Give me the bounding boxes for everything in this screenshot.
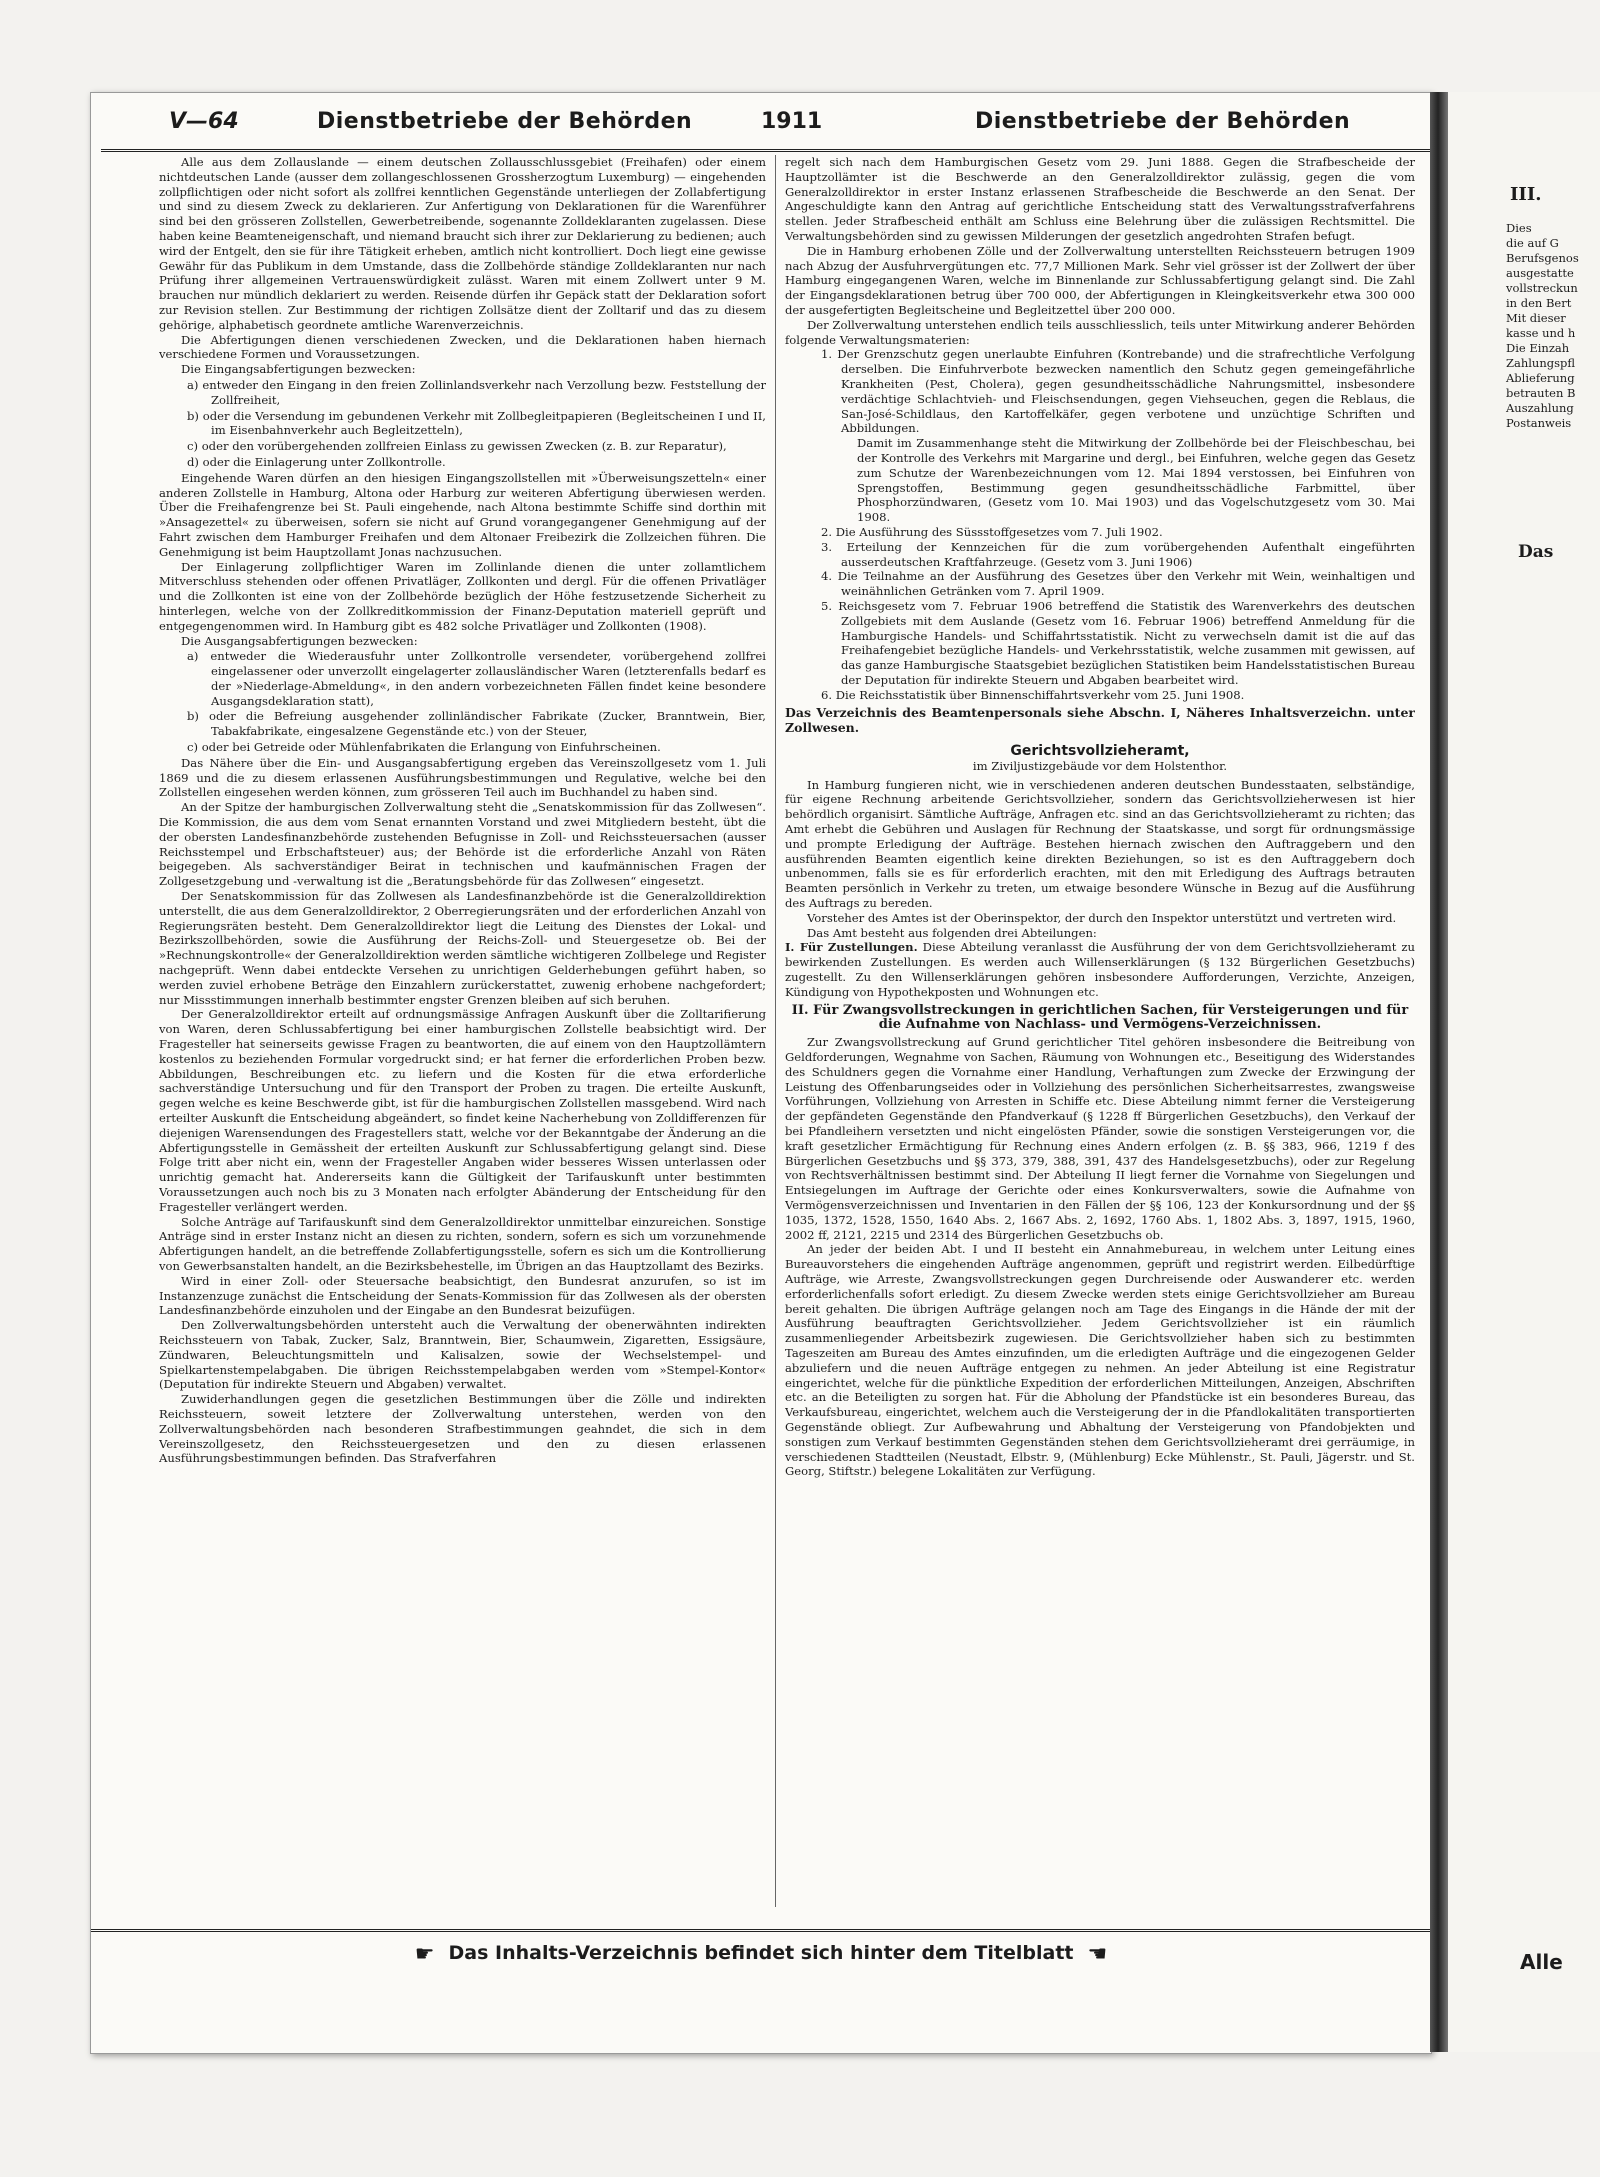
fragment-line: Mit dieser bbox=[1506, 311, 1566, 325]
book-gutter bbox=[1430, 92, 1448, 2052]
pointing-hand-icon: ☚ bbox=[1087, 1942, 1108, 1967]
paragraph: Vorsteher des Amtes ist der Oberinspektor, der durch den Inspektor unterstützt und vertreten wird. bbox=[807, 910, 1397, 925]
year: 1911 bbox=[761, 109, 823, 134]
paragraph: Der Senatskommission für das Zollwesen als Landesfinanzbehörde ist die Generalzolldirektion unterstellt, die aus dem Generalzolldirektor, 2 Oberregierungsräten und der erforderlichen Anzahl von Regierungsräten besteht. Dem Generalzolldirektor liegt die Leitung des Dienstes der Lokal- und Bezirkszollbehörden, sowie die Ausführung der Reichs-Zoll- und Steuergesetze ob. Bei der »Rechnungskontrolle« der Generalzolldirektion werden sämtliche wichtigeren Zollbelege und Register nachgeprüft. Wenn dabei entdeckte Versehen zu unrichtigen Gelderhebungen geführt haben, so werden zuviel erhobene Beträge den Einzahlern zurückerstattet, zuwenig erhobene nachgefordert; nur Missstimmungen innerhalb bestimmter engster Grenzen bleiben auf sich beruhen. bbox=[159, 889, 766, 1007]
list-item: 6. Die Reichsstatistik über Binnenschiffahrtsverkehr vom 25. Juni 1908. bbox=[821, 687, 1245, 702]
fragment-line: kasse und h bbox=[1506, 326, 1576, 340]
paragraph: Solche Anträge auf Tarifauskunft sind dem Generalzolldirektor unmittelbar einzureichen. Sonstige Anträge sind in erster Instanz nicht an diesen zu richten, sondern, sofern es sich um vorzunehmende Abfertigungen handelt, an die betreffende Zollabfertigungsstelle, sofern es sich um die Kontrollierung von Gewerbsanstalten handelt, an die Bezirksbehestelle, im Übrigen an das Hauptzollamt des Bezirks. bbox=[159, 1214, 766, 1273]
fragment-line: Dies bbox=[1506, 221, 1532, 235]
section-number: III. bbox=[1510, 184, 1542, 205]
fragment-line: Auszahlung bbox=[1506, 401, 1574, 415]
fragment-footer: Alle bbox=[1520, 1950, 1563, 1974]
section-subtitle: im Ziviljustizgebäude vor dem Holstenthor. bbox=[972, 758, 1228, 773]
left-column bbox=[159, 155, 766, 1910]
paragraph: Eingehende Waren dürfen an den hiesigen Eingangszollstellen mit »Überweisungszetteln« einer anderen Zollstelle in Hamburg, Altona oder Harburg zur weiteren Abfertigung überwiesen werden. Über die Freihafengrenze bei St. Pauli eingehende, nach Altona bestimmte Schiffe sind dorthin mit »Ansagezettel« zu überweisen, sofern sie nicht auf Grund vorangegangener Genehmigung auf der Fahrt zwischen dem Hamburger Freihafen und dem Altonaer Freibezirk die Zollzeichen führen. Die Genehmigung ist beim Hauptzollamt Jonas nachzusuchen. bbox=[159, 470, 766, 559]
list-item: b) oder die Befreiung ausgehender zollinländischer Fabrikate (Zucker, Branntwein, Bier, Tabakfabrikate, eingesalzene Gegenstände etc.) von der Steuer, bbox=[187, 709, 766, 739]
footer-notice bbox=[401, 1942, 1121, 1967]
left-running-title: Dienstbetriebe der Behörden bbox=[317, 109, 693, 134]
paragraph: Die Ausgangsabfertigungen bezwecken: bbox=[181, 633, 418, 648]
fragment-line: die auf G bbox=[1506, 236, 1559, 250]
fragment-line: in den Bert bbox=[1506, 296, 1572, 310]
paragraph: Wird in einer Zoll- oder Steuersache beabsichtigt, den Bundesrat anzurufen, so ist im Instanzenzuge zunächst die Entscheidung der Senats-Kommission für das Zollwesen als der obersten Landesfinanzbehörde einzuholen und der Eingabe an den Bundesrat beizufügen. bbox=[159, 1273, 766, 1318]
list-item: 4. Die Teilnahme an der Ausführung des Gesetzes über den Verkehr mit Wein, weinhaltigen und weinähnlichen Getränken vom 7. April 1909. bbox=[821, 569, 1415, 599]
fragment-line: Berufsgenos bbox=[1506, 251, 1579, 265]
list-item: 2. Die Ausführung des Süssstoffgesetzes vom 7. Juli 1902. bbox=[821, 524, 1163, 539]
fragment-line: Zahlungspfl bbox=[1506, 356, 1576, 370]
department-title: II. Für Zwangsvollstreckungen in gerichtlichen Sachen, für Versteigerungen und für die Aufnahme von Nachlass- und Vermögens-Verzeichnissen. bbox=[791, 1002, 1409, 1033]
department-title: I. Für Zustellungen. bbox=[785, 940, 918, 955]
paragraph: An der Spitze der hamburgischen Zollverwaltung steht die „Senatskommission für das Zollwesen“. Die Kommission, die aus dem vom Senat ernannten Vorstand und zwei Mitgliedern besteht, übt die der obersten Landesfinanzbehörde zustehenden Befugnisse in Zoll- und Reichssteuersachen (ausser Reichsstempel und Erbschaftsteuer) aus; der Behörde ist die erforderliche Anzahl von Räten beigegeben. Als sachverständiger Beirat in technischen und kaufmännischen Fragen der Zollgesetzgebung und -verwaltung ist die „Beratungsbehörde für das Zollwesen“ eingesetzt. bbox=[159, 800, 766, 889]
paragraph: An jeder der beiden Abt. I und II besteht ein Annahmebureau, in welchem unter Leitung eines Bureauvorstehers die eingehenden Aufträge angenommen, geprüft und registrirt werden. Eilbedürftige Aufträge, wie Arreste, Zwangsvollstreckungen gegen Durchreisende oder Auswanderer etc. werden erforderlichenfalls sofort erledigt. Zu diesem Zwecke werden stets einige Gerichtsvollzieher am Bureau bereit gehalten. Die übrigen Aufträge gelangen noch am Tage des Eingangs in die Hände der mit der Ausführung beauftragten Gerichtsvollzieher. Jedem Gerichtsvollzieher ist ein räumlich zusammenliegender Arbeitsbezirk zugewiesen. Die Gerichtsvollzieher haben sich zu bestimmten Tageszeiten am Bureau des Amtes einzufinden, um die erledigten Aufträge und die eingezogenen Gelder abzuliefern und die neuen Aufträge entgegen zu nehmen. An jeder Abteilung ist eine Registratur eingerichtet, welche für die pünktliche Expedition der erforderlichen Mitteilungen, Anzeigen, Abschriften etc. an die Beteiligten zu sorgen hat. Für die Abholung der Pfandstücke ist ein besonderes Bureau, das Verkaufsbureau, eingerichtet, welchem auch die Versteigerung der in die Pfandlokalitäten transportierten Gegenstände obliegt. Zur Aufbewahrung und Abhaltung der Versteigerung von Pfandobjekten und sonstigen zum Verkauf bestimmten Gegenständen stehen dem Gerichtsvollzieheramt drei gerräumige, in verschiedenen Stadtteilen (Neustadt, Elbstr. 9, (Mühlenburg) Ecke Mühlenstr., St. Pauli, Jägerstr. und St. Georg, Stiftstr.) belegene Lokalitäten zur Verfügung. bbox=[785, 1242, 1415, 1479]
list-item: d) oder die Einlagerung unter Zollkontrolle. bbox=[187, 454, 446, 469]
fragment-heading: Das bbox=[1518, 542, 1554, 562]
paragraph: regelt sich nach dem Hamburgischen Gesetz vom 29. Juni 1888. Gegen die Strafbescheide der Hauptzollämter ist die Beschwerde an den Generalzolldirektor zulässig, gegen die vom Generalzolldirektor in erster Instanz erlassenen Strafbescheide die Beschwerde an den Senat. Der Angeschuldigte kann den Antrag auf gerichtliche Entscheidung statt des Verwaltungsstrafverfahrens stellen. Jeder Strafbescheid enthält am Schluss eine Belehrung über die zulässigen Rechtsmittel. Die Verwaltungsbehörden sind zu gewissen Milderungen der gesetzlich angedrohten Strafen befugt. bbox=[785, 155, 1415, 243]
newspaper-page bbox=[90, 92, 1432, 2054]
page-header bbox=[101, 93, 1431, 152]
paragraph: Die Abfertigungen dienen verschiedenen Zwecken, und die Deklarationen haben hiernach verschiedene Formen und Voraussetzungen. bbox=[159, 332, 766, 362]
list-item: b) oder die Versendung im gebundenen Verkehr mit Zollbegleitpapieren (Begleitscheinen I und II, im Eisenbahnverkehr auch Begleitzetteln), bbox=[187, 408, 766, 438]
fragment-line: Postanweis bbox=[1506, 416, 1572, 430]
list-item: 3. Erteilung der Kennzeichen für die zum vorübergehenden Aufenthalt eingeführten ausserdeutschen Kraftfahrzeuge. (Gesetz vom 3. Juni 1906) bbox=[821, 539, 1415, 569]
paragraph: Alle aus dem Zollauslande — einem deutschen Zollausschlussgebiet (Freihafen) oder einem nichtdeutschen Lande (ausser dem zollangeschlossenen Grossherzogtum Luxemburg) — eingehenden zollpflichtigen oder nicht sofort als zollfrei kenntlichen Gegenstände unterliegen der Zollabfertigung und sind zu diesem Zweck zu deklarieren. Zur Anfertigung von Deklarationen für die Warenführer sind bei den grösseren Zollstellen, Gewerbetreibende, sogenannte Zolldeklaranten zugelassen. Diese haben keine Beamteneigenschaft, und niemand braucht sich ihrer zur Deklarierung zu bedienen; auch wird der Entgelt, den sie für ihre Tätigkeit erheben, amtlich nicht kontrolliert. Doch liegt eine gewisse Gewähr für das Publikum in dem Umstande, dass die Zollbehörde ständige Zolldeklaranten nur nach Prüfung ihrer allgemeinen Vertrauenswürdigkeit zulässt. Waren mit einem Zollwert unter 9 M. brauchen nur mündlich deklariert zu werden. Reisende dürfen ihr Gepäck statt der Deklaration sofort zur Revision stellen. Zur Bestimmung der richtigen Zollsätze dient der Zolltarif und das zu diesem gehörige, alphabetisch geordnete amtliche Warenverzeichnis. bbox=[159, 155, 766, 332]
cross-reference-note: Das Verzeichnis des Beamtenpersonals siehe Abschn. I, Näheres Inhaltsverzeichn. unter Zollwesen. bbox=[785, 705, 1415, 736]
page-number: V—64 bbox=[169, 109, 239, 134]
footer-text: Das Inhalts-Verzeichnis befindet sich hinter dem Titelblatt bbox=[448, 1942, 1074, 1964]
fragment-line: ausgestatte bbox=[1506, 266, 1574, 280]
section-title: Gerichtsvollzieheramt, bbox=[1010, 743, 1190, 760]
fragment-line: vollstreckun bbox=[1506, 281, 1578, 295]
paragraph: Der Generalzolldirektor erteilt auf ordnungsmässige Anfragen Auskunft über die Zolltarifierung von Waren, deren Schlussabfertigung bei einer hamburgischen Zollstelle beabsichtigt wird. Der Fragesteller hat seinerseits gewisse Fragen zu beantworten, die auf einem von den Hauptzollämtern kostenlos zu beziehenden Formular vorgedruckt sind; er hat ferner die erforderlichen Proben bezw. Abbildungen, Beschreibungen etc. zu liefern und die Kosten für die etwa erforderliche sachverständige Untersuchung und für den Transport der Proben zu tragen. Die erteilte Auskunft, gegen welche es keine Beschwerde gibt, ist für die hamburgischen Zollstellen massgebend. Wird nach erteilter Auskunft die Entscheidung abgeändert, so findet keine Nacherhebung von Zolldifferenzen für diejenigen Warensendungen des Fragestellers statt, welche vor der Bekanntgabe der Änderung an die Abfertigungsstelle in Gemässheit der erteilten Auskunft zur Schlussabfertigung gelangt sind. Diese Folge tritt aber nicht ein, wenn der Fragesteller Angaben wider besseres Wissen unterlassen oder unrichtig gemacht hat. Andererseits kann die Gültigkeit der Tarifauskunft unter bestimmten Voraussetzungen auch noch bis zu 3 Monaten nach erfolgter Abänderung der Entscheidung für den Fragesteller verlängert werden. bbox=[159, 1007, 766, 1214]
paragraph: Das Amt besteht aus folgenden drei Abteilungen: bbox=[807, 925, 1097, 940]
column-divider bbox=[775, 155, 776, 1907]
department-entry bbox=[785, 940, 1415, 999]
paragraph: Zur Zwangsvollstreckung auf Grund gerichtlicher Titel gehören insbesondere die Beitreibung von Geldforderungen, Wegnahme von Sachen, Räumung von Wohnungen etc., Beseitigung des Widerstandes des Schuldners gegen die Vornahme einer Handlung, Verhaftungen zum Zwecke der Erzwingung der Leistung des Offenbarungseides oder in Vollziehung des persönlichen Sicherheitsarrestes, zwangsweise Vorführungen, Vollziehung von Arresten in Schiffe etc. Diese Abteilung nimmt ferner die Versteigerung der gepfändeten Gegenstände den Pfandverkauf (§ 1228 ff Bürgerlichen Gesetzbuchs), den Verkauf der bei Pfandleihern versetzten und nicht eingelösten Pfänder, sowie die sonstigen Versteigerungen vor, die kraft gesetzlicher Ermächtigung für Rechnung eines Andern erfolgen (z. B. §§ 383, 966, 1219 f des Bürgerlichen Gesetzbuchs und §§ 373, 379, 388, 391, 437 des Handelsgesetzbuchs), oder zur Regelung von Rechtsverhältnissen bestimmt sind. Der Abteilung II liegt ferner die Vornahme von Siegelungen und Entsiegelungen im Auftrage der Gerichte oder eines Konkursverwalters, sowie die Aufnahme von Vermögensverzeichnissen und Inventarien in den Fällen der §§ 106, 123 der Konkursordnung und der §§ 1035, 1372, 1528, 1550, 1640 Abs. 2, 1667 Abs. 2, 1692, 1760 Abs. 1, 1802 Abs. 3, 1897, 1915, 1960, 2002 ff, 2121, 2215 und 2314 des Bürgerlichen Gesetzbuchs ob. bbox=[785, 1035, 1415, 1242]
list-item: c) oder den vorübergehenden zollfreien Einlass zu gewissen Zwecken (z. B. zur Reparatur), bbox=[187, 439, 727, 454]
fragment-line: Die Einzah bbox=[1506, 341, 1570, 355]
page-footer bbox=[91, 1929, 1431, 1972]
fragment-line: Ablieferung bbox=[1506, 371, 1575, 385]
paragraph: Die in Hamburg erhobenen Zölle und der Zollverwaltung unterstellten Reichssteuern betrugen 1909 nach Abzug der Ausfuhrvergütungen etc. 77,7 Millionen Mark. Sehr viel grösser ist der Zollwert der über Hamburg eingegangenen Waren, welche im Binnenlande zur Schlussabfertigung gelangt sind. Die Zahl der Eingangsdeklarationen betrug über 700 000, der Abfertigungen in Kleingkeitsverkehr etwa 300 000 der ausgefertigten Begleitscheine und Begleitzettel über 200 000. bbox=[785, 243, 1415, 317]
paragraph: Den Zollverwaltungsbehörden untersteht auch die Verwaltung der obenerwähnten indirekten Reichssteuern von Tabak, Zucker, Salz, Branntwein, Bier, Schaumwein, Zigaretten, Essigsäure, Zündwaren, Beleuchtungsmitteln und Kalisalzen, sowie der Wechselstempel- und Spielkartenstempelabgaben. Die übrigen Reichsstempelabgaben werden vom »Stempel-Kontor« (Deputation für indirekte Steuern und Abgaben) verwaltet. bbox=[159, 1318, 766, 1392]
paragraph: In Hamburg fungieren nicht, wie in verschiedenen anderen deutschen Bundesstaaten, selbständige, für eigene Rechnung arbeitende Gerichtsvollzieher, sondern das Gerichtsvollzieherwesen ist hier behördlich organisirt. Sämtliche Aufträge, Anfragen etc. sind an das Gerichtsvollzieheramt zu richten; das Amt erhebt die Gebühren und Auslagen für Rechnung der Staatskasse, und sorgt für ordnungsmässige und prompte Erledigung der Aufträge. Bestehen hiernach zwischen den Auftraggebern und den ausführenden Beamten eigentlich keine direkten Beziehungen, so ist es den Auftraggebern doch unbenommen, falls sie es für erforderlich erachten, mit den mit Erledigung des Auftrags betrauten Beamten persönlich in Verkehr zu treten, um etwaige besondere Wünsche in Bezug auf die Ausführung des Auftrags zu bereden. bbox=[785, 777, 1415, 911]
paragraph: Das Nähere über die Ein- und Ausgangsabfertigung ergeben das Vereinszollgesetz vom 1. Juli 1869 und die zu diesem erlassenen Ausführungsbestimmungen und Regulative, welche bei den Zollstellen eingesehen werden können, zum grösseren Teil auch im Buchhandel zu haben sind. bbox=[159, 755, 766, 800]
adjacent-page-fragment bbox=[1448, 92, 1600, 2052]
list-item: 1. Der Grenzschutz gegen unerlaubte Einfuhren (Kontrebande) und die strafrechtliche Verfolgung derselben. Die Einfuhrverbote bezwecken namentlich den Schutz gegen gemeingefährliche Krankheiten (Pest, Cholera), gegen gesundheitsschädliche Nahrungsmittel, insbesondere verdächtige Schlachtvieh- und Fleischsendungen, gegen Viehseuchen, gegen die Reblaus, die San-José-Schildlaus, den Kartoffelkäfer, gegen verbotene und unzüchtige Schriften und Abbildungen. bbox=[821, 347, 1415, 436]
list-item: a) entweder die Wiederausfuhr unter Zollkontrolle versendeter, vorübergehend zollfrei eingelassener oder unverzollt eingelagerter zollausländischer Waren (letzterenfalls bedarf es der »Niederlage-Abmeldung«, in den andern vorbezeichneten Fällen findet keine besondere Ausgangsdeklaration statt), bbox=[187, 649, 766, 708]
fragment-line: betrauten B bbox=[1506, 386, 1576, 400]
department-text: Diese Abteilung veranlasst die Ausführung der von dem Gerichtsvollzieheramt zu bewirkenden Zustellungen. Es werden auch Willenserklärungen (§ 132 Bürgerlichen Gesetzbuchs) zugestellt. Zu den Willenserklärungen gehören insbesondere Aufforderungen, Verzichte, Anzeigen, Kündigung von Hypothekposten und Wohnungen etc. bbox=[785, 940, 1415, 999]
paragraph: Der Zollverwaltung unterstehen endlich teils ausschliesslich, teils unter Mitwirkung anderer Behörden folgende Verwaltungsmaterien: bbox=[785, 317, 1415, 347]
list-item: c) oder bei Getreide oder Mühlenfabrikaten die Erlangung von Einfuhrscheinen. bbox=[187, 740, 661, 755]
right-column bbox=[785, 155, 1415, 1910]
paragraph: Zuwiderhandlungen gegen die gesetzlichen Bestimmungen über die Zölle und indirekten Reichssteuern, soweit letztere der Zollverwaltung unterstehen, werden von den Zollverwaltungsbehörden nach besonderen Strafbestimmungen geahndet, die sich in dem Vereinszollgesetz, den Reichssteuergesetzen und den zu diesen erlassenen Ausführungsbestimmungen befinden. Das Strafverfahren bbox=[159, 1392, 766, 1466]
list-item: a) entweder den Eingang in den freien Zollinlandsverkehr nach Verzollung bezw. Feststellung der Zollfreiheit, bbox=[187, 377, 766, 407]
list-item-continuation: Damit im Zusammenhange steht die Mitwirkung der Zollbehörde bei der Fleischbeschau, bei der Kontrolle des Verkehrs mit Margarine und dergl., bei Einfuhren, welche gegen das Gesetz zum Schutze der Warenbezeichnungen vom 12. Mai 1894 verstossen, bei Einfuhren von Sprengstoffen, Bestimmung gegen gesundheitsschädliche Farbmittel, über Phosphorzündwaren, (Gesetz vom 10. Mai 1903) und das Vogelschutzgesetz vom 30. Mai 1908. bbox=[857, 436, 1415, 525]
paragraph: Der Einlagerung zollpflichtiger Waren im Zollinlande dienen die unter zollamtlichem Mitverschluss stehenden oder offenen Privatläger, Zollkonten und dergl. Für die offenen Privatläger und die Zollkonten ist eine von der Zollbehörde bezüglich der Höhe festzusetzende Sicherheit zu hinterlegen, welche von der Zollkreditkommission der Finanz-Deputation materiell geprüft und entgegengenommen wird. In Hamburg gibt es 482 solche Privatläger und Zollkonten (1908). bbox=[159, 559, 766, 633]
paragraph: Die Eingangsabfertigungen bezwecken: bbox=[181, 362, 416, 377]
pointing-hand-icon: ☛ bbox=[414, 1942, 435, 1967]
list-item: 5. Reichsgesetz vom 7. Februar 1906 betreffend die Statistik des Warenverkehrs des deutschen Zollgebiets mit dem Auslande (Gesetz vom 16. Februar 1906) betreffend Anmeldung für die Hamburgische Handels- und Schiffahrtsstatistik. Nicht zu verwechseln damit ist die auf das Freihafengebiet bezügliche Handels- und Verkehrsstatistik, welche zusammen mit gewissen, auf das ganze Hamburgische Staatsgebiet bezüglichen Statistiken beim Handelsstatistischen Bureau der Deputation für indirekte Steuern und Abgaben bearbeitet wird. bbox=[821, 598, 1415, 687]
right-running-title: Dienstbetriebe der Behörden bbox=[975, 109, 1351, 134]
